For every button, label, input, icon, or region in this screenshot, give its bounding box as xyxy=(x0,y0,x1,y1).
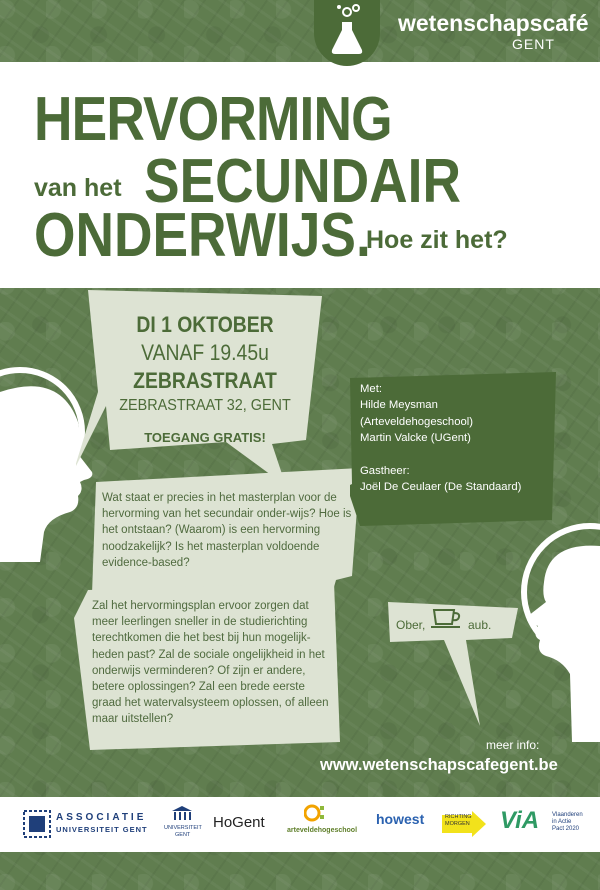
logo-badge xyxy=(314,0,380,66)
waiter-text-after: aub. xyxy=(468,618,492,632)
title-line-2: SECUNDAIR xyxy=(144,147,461,216)
logo-city: GENT xyxy=(512,36,555,52)
associatie-logo-icon xyxy=(22,809,52,839)
title-line-1: HERVORMING xyxy=(34,85,392,154)
artevelde-logo-icon xyxy=(304,803,326,823)
ugent-line-2: GENT xyxy=(175,832,191,838)
speaker-1-name: Hilde Meysman xyxy=(360,399,438,412)
ugent-logo-icon xyxy=(170,805,194,823)
via-logo: ViA xyxy=(500,807,540,834)
via-line-1: Vlaanderen xyxy=(552,812,583,818)
event-time: VANAF 19.45u xyxy=(141,340,269,365)
logo-name: wetenschapscafé xyxy=(398,10,589,36)
flask-icon xyxy=(314,0,380,62)
via-line-3: Pact 2020 xyxy=(552,826,580,832)
richting-line-2: MORGEN xyxy=(445,821,470,827)
via-line-2: in Actie xyxy=(552,819,572,825)
speakers-list xyxy=(360,381,556,495)
event-date: DI 1 OKTOBER xyxy=(136,312,274,337)
question-paragraph-2: Zal het hervormingsplan ervoor zorgen dat meer leerlingen sneller in de studierichting terechtkomen die het best bij hun mogelijk-heden past? Zal de sociale ongelijkheid in het onderwijs verminderen? Of zijn er andere, betere oplossingen? Zal een brede eerste graad het watervalsysteem oplossen, of alleen maar uitstellen? xyxy=(92,600,329,726)
sponsor-band xyxy=(0,797,600,852)
waiter-text-before: Ober, xyxy=(396,618,426,632)
hogent-logo: HoGent xyxy=(213,814,265,831)
ugent-line-1: UNIVERSITEIT xyxy=(164,825,202,831)
title-van-het: van het xyxy=(34,174,122,202)
speaker-1-affiliation: (Arteveldehogeschool) xyxy=(360,415,474,428)
more-info-label: meer info: xyxy=(486,738,540,752)
speakers-with-label: Met: xyxy=(360,383,382,395)
associatie-line-1: ASSOCIATIE xyxy=(56,812,147,823)
richting-line-1: RICHTING xyxy=(445,814,472,820)
title-line-3: ONDERWIJS. xyxy=(34,201,371,270)
title-subquestion: Hoe zit het? xyxy=(366,226,508,254)
event-address: ZEBRASTRAAT 32, GENT xyxy=(119,397,291,414)
host-label: Gastheer: xyxy=(360,464,410,477)
coffee-cup-icon xyxy=(430,606,464,632)
associatie-line-2: UNIVERSITEIT GENT xyxy=(56,825,148,834)
speaker-2-name: Martin Valcke (UGent) xyxy=(360,432,471,445)
host-name: Joël De Ceulaer (De Standaard) xyxy=(360,481,522,494)
event-venue: ZEBRASTRAAT xyxy=(133,368,277,393)
artevelde-name: arteveldehogeschool xyxy=(287,827,358,834)
event-entry: TOEGANG GRATIS! xyxy=(144,430,266,445)
website-link[interactable]: www.wetenschapscafegent.be xyxy=(320,756,558,774)
howest-logo: howest xyxy=(376,811,425,827)
question-paragraph-1: Wat staat er precies in het masterplan voor de hervorming van het secundair onder-wijs? Hoe is het ontstaan? (Waarom) is een hervorming noodzakelijk? Is het masterplan voldoende evidence-based? xyxy=(102,492,352,569)
